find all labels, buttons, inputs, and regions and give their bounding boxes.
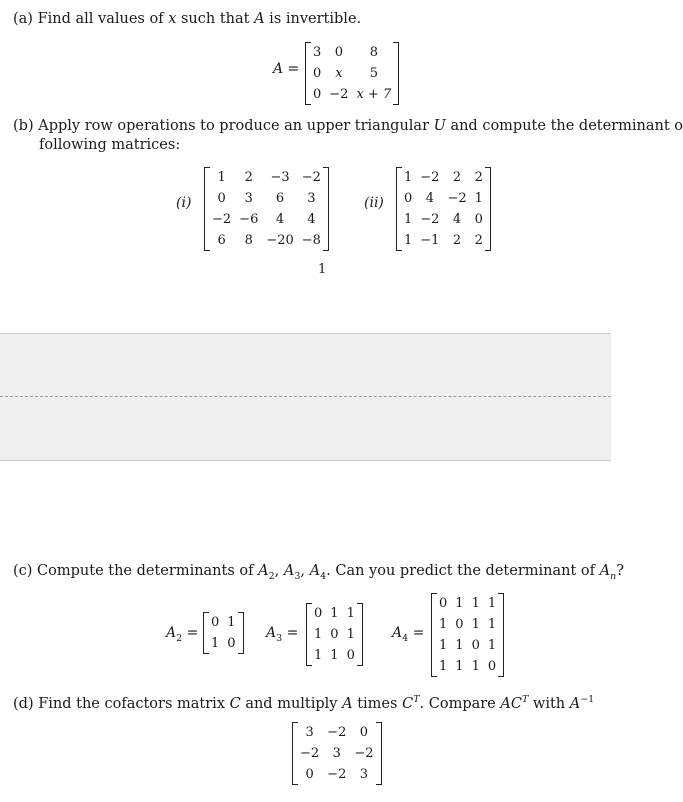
matrix-row: [400, 188, 487, 209]
matrix-cell: 1: [217, 170, 226, 185]
page-break-band: [0, 333, 611, 461]
matrix-cell: 3: [313, 45, 322, 60]
matrix-cell: 4: [275, 212, 285, 227]
matrix-cell: 6: [217, 233, 226, 248]
matrix-cell: −3: [270, 170, 290, 185]
matrix-row: [207, 612, 240, 633]
page-number: 1: [318, 262, 327, 277]
matrix-cell: 4: [307, 212, 316, 227]
matrix-cell: 1: [227, 615, 236, 630]
matrix-cell: 1: [330, 648, 339, 663]
matrix-row: [208, 209, 325, 230]
matrix-cell: 1: [346, 606, 355, 621]
matrix-cell: 0: [334, 45, 343, 60]
matrix-row: [435, 614, 500, 635]
matrix-row: [296, 743, 378, 764]
matrix-cell: 0: [305, 767, 314, 782]
matrix-cell: x + 7: [356, 87, 392, 102]
matrix-cell: −6: [239, 212, 259, 227]
part-c-question: (c) Compute the determinants of $A_2$, $A_3$, $A_4$. Can you predict the determinant of $A_n$?: [13, 563, 624, 582]
matrix-cell: 1: [211, 636, 220, 651]
matrix-a3-name: $A_3$ =: [266, 625, 299, 644]
matrix-cell: 3: [307, 191, 316, 206]
matrix-cell: −2: [327, 725, 347, 740]
matrix-row: [208, 230, 325, 251]
matrix-cell: 5: [369, 66, 378, 81]
matrix-cell: 0: [211, 615, 220, 630]
matrix-cell: −2: [329, 87, 349, 102]
matrix-cell: 1: [404, 212, 413, 227]
matrix-cell: 1: [455, 596, 464, 611]
matrix-cell: 0: [314, 606, 323, 621]
matrix-cell: −2: [420, 170, 440, 185]
matrix-row: [400, 167, 487, 188]
matrix-cell: 1: [439, 659, 448, 674]
matrix-cell: 1: [471, 659, 480, 674]
part-c-label: (c): [13, 563, 33, 579]
matrix-cell: x: [335, 66, 343, 81]
matrix-cell: −2: [327, 767, 347, 782]
matrix-cell: −2: [212, 212, 232, 227]
matrix-cell: 0: [313, 66, 322, 81]
matrix-cell: 8: [369, 45, 378, 60]
matrix-cell: 1: [455, 638, 464, 653]
matrix-row: [208, 188, 325, 209]
matrix-cell: 0: [439, 596, 448, 611]
matrix-row: [400, 230, 487, 251]
matrix-cell: 0: [471, 638, 480, 653]
label-i: (i): [176, 195, 192, 211]
matrix-cell: 1: [314, 648, 323, 663]
matrix-cell: 1: [404, 233, 413, 248]
part-b-question-line2: following matrices:: [39, 137, 181, 153]
matrix-a2-name: $A_2$ =: [166, 625, 199, 644]
matrix-cell: 0: [330, 627, 339, 642]
part-d-label: (d): [13, 695, 34, 712]
matrix-cell: 2: [452, 170, 462, 185]
matrix-row: [435, 593, 500, 614]
matrix-cell: 8: [244, 233, 253, 248]
matrix-cell: 1: [471, 617, 480, 632]
matrix-cell: 1: [330, 606, 339, 621]
matrix-cell: 3: [359, 767, 369, 782]
matrix-cell: 1: [455, 659, 464, 674]
matrix-cell: 0: [359, 725, 369, 740]
matrix-cell: 0: [217, 191, 226, 206]
matrix-a-name: A =: [273, 61, 300, 77]
matrix-cell: 0: [346, 648, 355, 663]
matrix-row: [208, 167, 325, 188]
matrix-cell: 1: [439, 617, 448, 632]
matrix-a2: [203, 612, 244, 654]
matrix-cell: 1: [404, 170, 413, 185]
matrix-cell: 2: [474, 233, 483, 248]
matrix-cell: 0: [227, 636, 236, 651]
matrix-row: [310, 645, 359, 666]
matrix-cell: −8: [301, 233, 321, 248]
matrix-cell: 2: [244, 170, 253, 185]
matrix-cell: 3: [244, 191, 253, 206]
matrix-cell: −2: [300, 746, 320, 761]
matrix-cell: 0: [455, 617, 464, 632]
matrix-cell: 1: [471, 596, 480, 611]
matrix-row: [435, 656, 500, 677]
matrix-cell: −20: [266, 233, 294, 248]
matrix-a4: [431, 593, 504, 677]
part-a-label: (a): [13, 11, 33, 27]
matrix-row: [207, 633, 240, 654]
matrix-cell: 3: [332, 746, 341, 761]
matrix-cell: 0: [487, 659, 497, 674]
matrix-ii: [396, 167, 491, 251]
part-d-question: (d) Find the cofactors matrix C and multiply A times $C^T$. Compare $AC^T$ with $A^{-1}$: [13, 694, 595, 712]
matrix-cell: 4: [452, 212, 462, 227]
matrix-cell: −2: [420, 212, 440, 227]
part-b-label: (b): [13, 118, 34, 134]
matrix-a: [305, 42, 399, 105]
label-ii: (ii): [364, 195, 384, 211]
matrix-cell: 0: [474, 212, 483, 227]
matrix-cell: 1: [474, 191, 483, 206]
matrix-cell: 1: [439, 638, 448, 653]
matrix-row: [309, 84, 395, 105]
matrix-cell: 1: [487, 617, 497, 632]
matrix-row: [310, 603, 359, 624]
matrix-cell: 2: [452, 233, 462, 248]
matrix-d: [292, 722, 382, 785]
matrix-cell: 1: [314, 627, 323, 642]
matrix-cell: 1: [346, 627, 355, 642]
matrix-row: [309, 42, 395, 63]
matrix-cell: −2: [354, 746, 374, 761]
matrix-cell: −2: [301, 170, 321, 185]
matrix-cell: 0: [313, 87, 322, 102]
matrix-cell: 0: [404, 191, 413, 206]
matrix-row: [310, 624, 359, 645]
part-b-question: (b) Apply row operations to produce an upper triangular U and compute the determinant o: [13, 118, 683, 134]
matrix-i: [204, 167, 329, 251]
matrix-row: [309, 63, 395, 84]
matrix-row: [296, 722, 378, 743]
part-a-question: (a) Find all values of x such that A is invertible.: [13, 11, 362, 27]
matrix-row: [400, 209, 487, 230]
matrix-a3: [306, 603, 363, 666]
matrix-cell: 3: [305, 725, 314, 740]
matrix-cell: −2: [447, 191, 467, 206]
matrix-row: [296, 764, 378, 785]
matrix-row: [435, 635, 500, 656]
matrix-cell: −1: [420, 233, 440, 248]
matrix-cell: 1: [487, 638, 497, 653]
matrix-a4-name: $A_4$ =: [392, 625, 425, 644]
matrix-cell: 4: [425, 191, 434, 206]
page-break-dash: [0, 396, 611, 397]
matrix-cell: 1: [487, 596, 497, 611]
matrix-cell: 6: [275, 191, 285, 206]
matrix-cell: 2: [474, 170, 483, 185]
